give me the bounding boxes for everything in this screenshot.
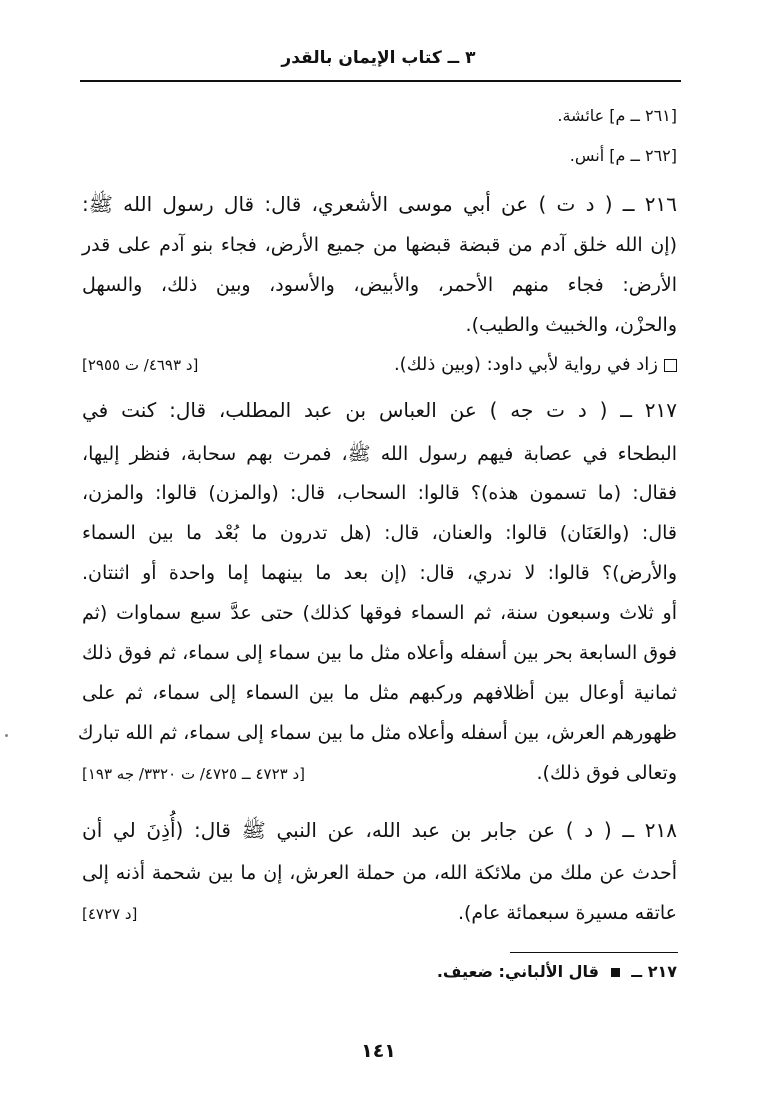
hadith-217-line-4: قال: (والعَنَان) قالوا: والعنان، قال: (هل تدرون ما بُعْد ما بين السماء bbox=[82, 522, 677, 544]
footnote bbox=[82, 962, 677, 981]
header-divider bbox=[80, 80, 681, 82]
hadith-216-note bbox=[394, 354, 677, 375]
hadith-216-line-4: والحزْن، والخبيث والطيب). bbox=[465, 314, 677, 336]
hadith-217-line-7: فوق السابعة بحر بين أسفله وأعلاه مثل ما بين سماء إلى سماء، ثم فوق ذلك bbox=[82, 642, 677, 664]
hadith-217-line-2: البطحاء في عصابة فيهم رسول الله ﷺ، فمرت بهم سحابة، فنظر إليها، bbox=[82, 443, 677, 465]
page-number: ١٤١ bbox=[361, 1040, 396, 1062]
hadith-218-line-2: أحدث عن ملك من ملائكة الله، من حملة العرش، إن ما بين شحمة أذنه إلى bbox=[82, 862, 677, 884]
ref-line-262: [٢٦٢ ــ م] أنس. bbox=[569, 146, 677, 165]
footnote-number: ٢١٧ bbox=[647, 962, 677, 981]
hadith-216-source-ref: [د ٤٦٩٣/ ت ٢٩٥٥] bbox=[82, 356, 199, 374]
hadith-218-last-row bbox=[82, 902, 677, 924]
scan-speck bbox=[5, 734, 8, 737]
hadith-216-note-row bbox=[82, 354, 677, 375]
hadith-217-line-3: فقال: (ما تسمون هذه)؟ قالوا: السحاب، قال: (والمزن) قالوا: والمزن، bbox=[82, 482, 677, 504]
hadith-217-source-ref: [د ٤٧٢٣ ــ ٤٧٢٥/ ت ٣٣٢٠/ جه ١٩٣] bbox=[82, 765, 305, 783]
footnote-dash: ــ bbox=[631, 962, 643, 981]
hadith-217-last-line: وتعالى فوق ذلك). bbox=[536, 762, 677, 784]
hadith-217-line-8: ثمانية أوعال بين أظلافهم وركبهم مثل ما بين السماء إلى سماء، ثم على bbox=[82, 682, 677, 704]
footnote-divider bbox=[510, 952, 678, 953]
hadith-217-line-5: والأرض)؟ قالوا: لا ندري، قال: (إن بعد ما بينهما إما واحدة أو اثنتان. bbox=[82, 562, 677, 584]
ref-line-261: [٢٦١ ــ م] عائشة. bbox=[557, 106, 677, 125]
hadith-218-last-line: عاتقه مسيرة سبعمائة عام). bbox=[457, 902, 677, 924]
footnote-text: قال الألباني: ضعيف. bbox=[436, 962, 600, 981]
square-bullet-icon bbox=[664, 359, 677, 372]
hadith-216-line-2: (إن الله خلق آدم من قبضة قبضها من جميع الأرض، فجاء بنو آدم على قدر bbox=[82, 234, 677, 256]
hadith-218-source-ref: [د ٤٧٢٧] bbox=[82, 905, 138, 923]
hadith-218-line-1: ٢١٨ ــ ( د ) عن جابر بن عبد الله، عن النبي ﷺ قال: (أُذِنَ لي أن bbox=[82, 818, 677, 842]
running-header: ٣ ــ كتاب الإيمان بالقدر bbox=[281, 48, 476, 68]
hadith-216-line-1: ٢١٦ ــ ( د ت ) عن أبي موسى الأشعري، قال: قال رسول الله ﷺ: bbox=[82, 192, 677, 216]
hadith-217-line-6: أو ثلاث وسبعون سنة، ثم السماء فوقها كذلك) حتى عدَّ سبع سماوات (ثم bbox=[82, 602, 677, 624]
hadith-216-note-text: زاد في رواية لأبي داود: (وبين ذلك). bbox=[393, 354, 658, 375]
hadith-217-line-1: ٢١٧ ــ ( د ت جه ) عن العباس بن عبد المطلب، قال: كنت في bbox=[82, 398, 677, 422]
hadith-217-last-row bbox=[82, 762, 677, 784]
hadith-216-line-3: الأرض: فجاء منهم الأحمر، والأبيض، والأسود، وبين ذلك، والسهل bbox=[82, 274, 677, 296]
filled-square-icon bbox=[611, 968, 620, 977]
hadith-217-line-9: ظهورهم العرش، بين أسفله وأعلاه مثل ما بين سماء إلى سماء، ثم الله تبارك bbox=[77, 722, 677, 744]
